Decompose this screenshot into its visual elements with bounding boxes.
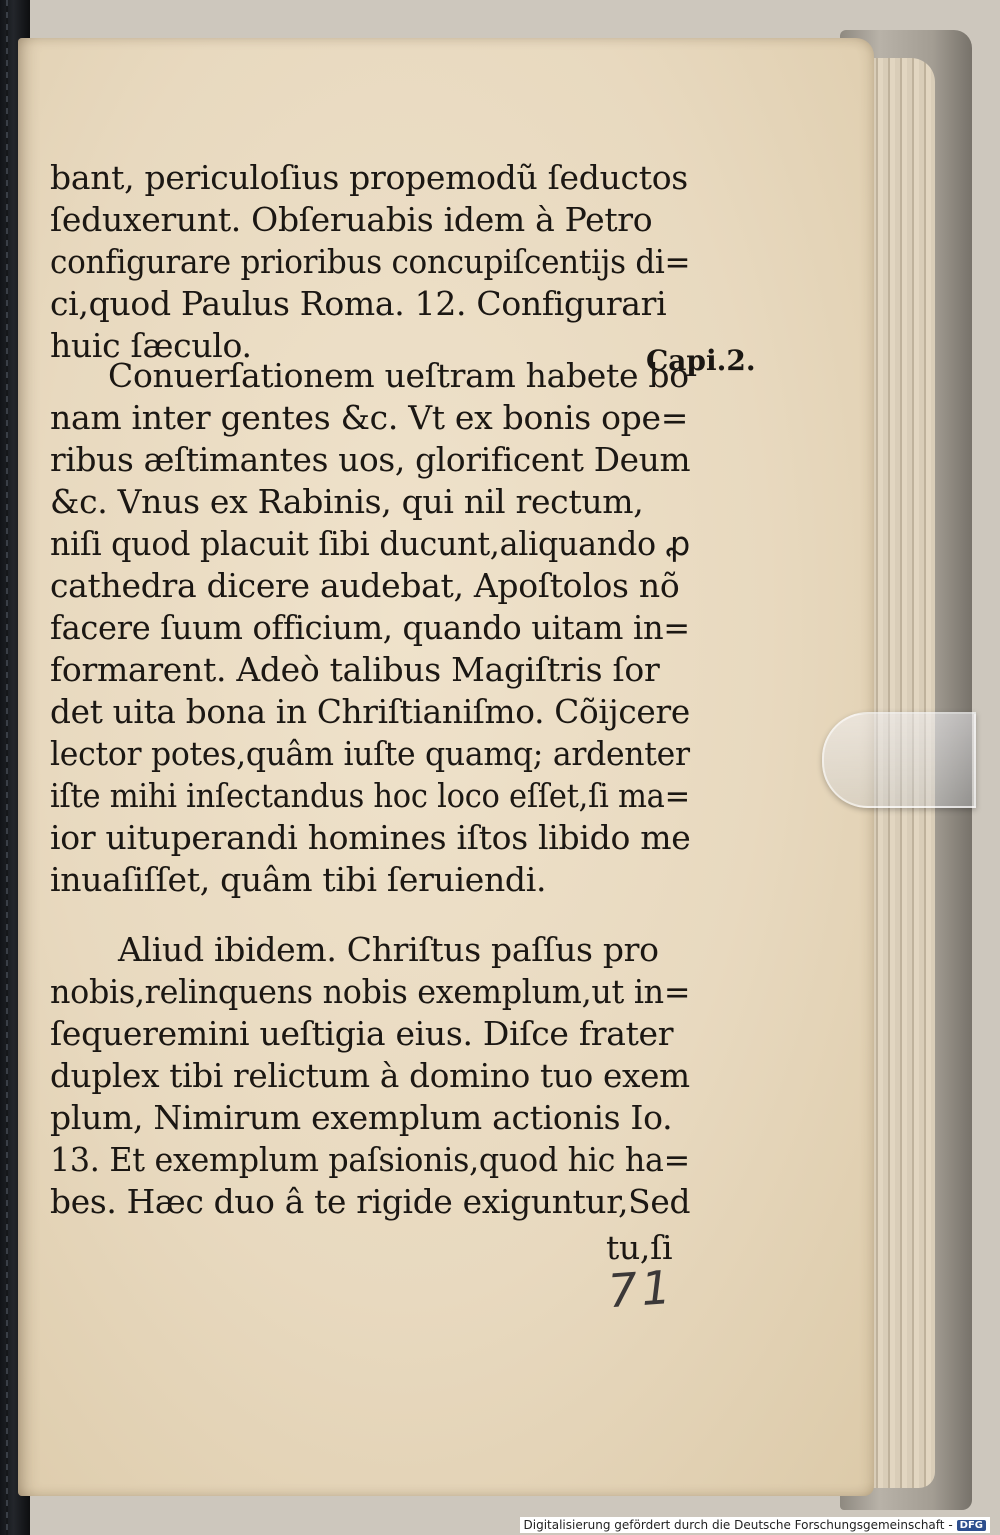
digitization-credit <box>520 1517 991 1533</box>
text-line: inuaſiſſet, quâm tibi ſeruiendi. <box>50 860 547 899</box>
marginal-chapter-note: Capi.2. <box>646 344 756 377</box>
text-line: ior uituperandi homines iſtos libido me <box>50 818 691 857</box>
plastic-page-clip <box>822 712 976 808</box>
text-line: ribus æſtimantes uos, glorificent Deum <box>50 440 691 479</box>
text-line: lector potes,quâm iuſte quamq; ardenter <box>50 734 690 773</box>
text-block <box>18 38 874 1496</box>
text-line: Aliud ibidem. Chriſtus paſſus pro <box>118 930 659 969</box>
text-line: duplex tibi relictum à domino tuo exem <box>50 1056 690 1095</box>
text-line: configurare prioribus concupiſcentijs di= <box>50 242 691 281</box>
text-line: huic ſæculo. <box>50 326 252 365</box>
text-line: ſequeremini ueſtigia eius. Diſce frater <box>50 1014 674 1053</box>
text-line: 13. Et exemplum paſsionis,quod hic ha= <box>50 1140 690 1179</box>
text-line: facere ſuum officium, quando uitam in= <box>50 608 690 647</box>
text-line: det uita bona in Chriſtianiſmo. Cõijcere <box>50 692 690 731</box>
text-line: bes. Hæc duo â te rigide exiguntur,Sed <box>50 1182 691 1221</box>
dfg-logo-icon: DFG <box>957 1520 986 1531</box>
text-line: ſeduxerunt. Obſeruabis idem à Petro <box>50 200 653 239</box>
credit-text: Digitalisierung gefördert durch die Deutsche Forschungsgemeinschaft - <box>523 1518 953 1532</box>
text-line: niſi quod placuit ſibi ducunt,aliquando ꝓ <box>50 524 690 563</box>
text-line: nam inter gentes &c. Vt ex bonis ope= <box>50 398 689 437</box>
book-page <box>18 38 874 1496</box>
text-line: bant, periculoſius propemodũ ſeductos <box>50 158 688 197</box>
text-line: cathedra dicere audebat, Apoſtolos nõ <box>50 566 680 605</box>
text-line: &c. Vnus ex Rabinis, qui nil rectum, <box>50 482 644 521</box>
text-line: Conuerſationem ueſtram habete bo <box>108 356 689 395</box>
text-line: iſte mihi inſectandus hoc loco eſſet,ſi ma= <box>50 776 690 815</box>
text-line: ci,quod Paulus Roma. 12. Configurari <box>50 284 667 323</box>
catchword: tu,ſi <box>606 1228 673 1267</box>
text-line: nobis,relinquens nobis exemplum,ut in= <box>50 972 691 1011</box>
text-line: plum, Nimirum exemplum actionis Io. <box>50 1098 673 1137</box>
handwritten-folio-number: 71 <box>606 1259 677 1319</box>
text-line: formarent. Adeò talibus Magiſtris ſor <box>50 650 660 689</box>
